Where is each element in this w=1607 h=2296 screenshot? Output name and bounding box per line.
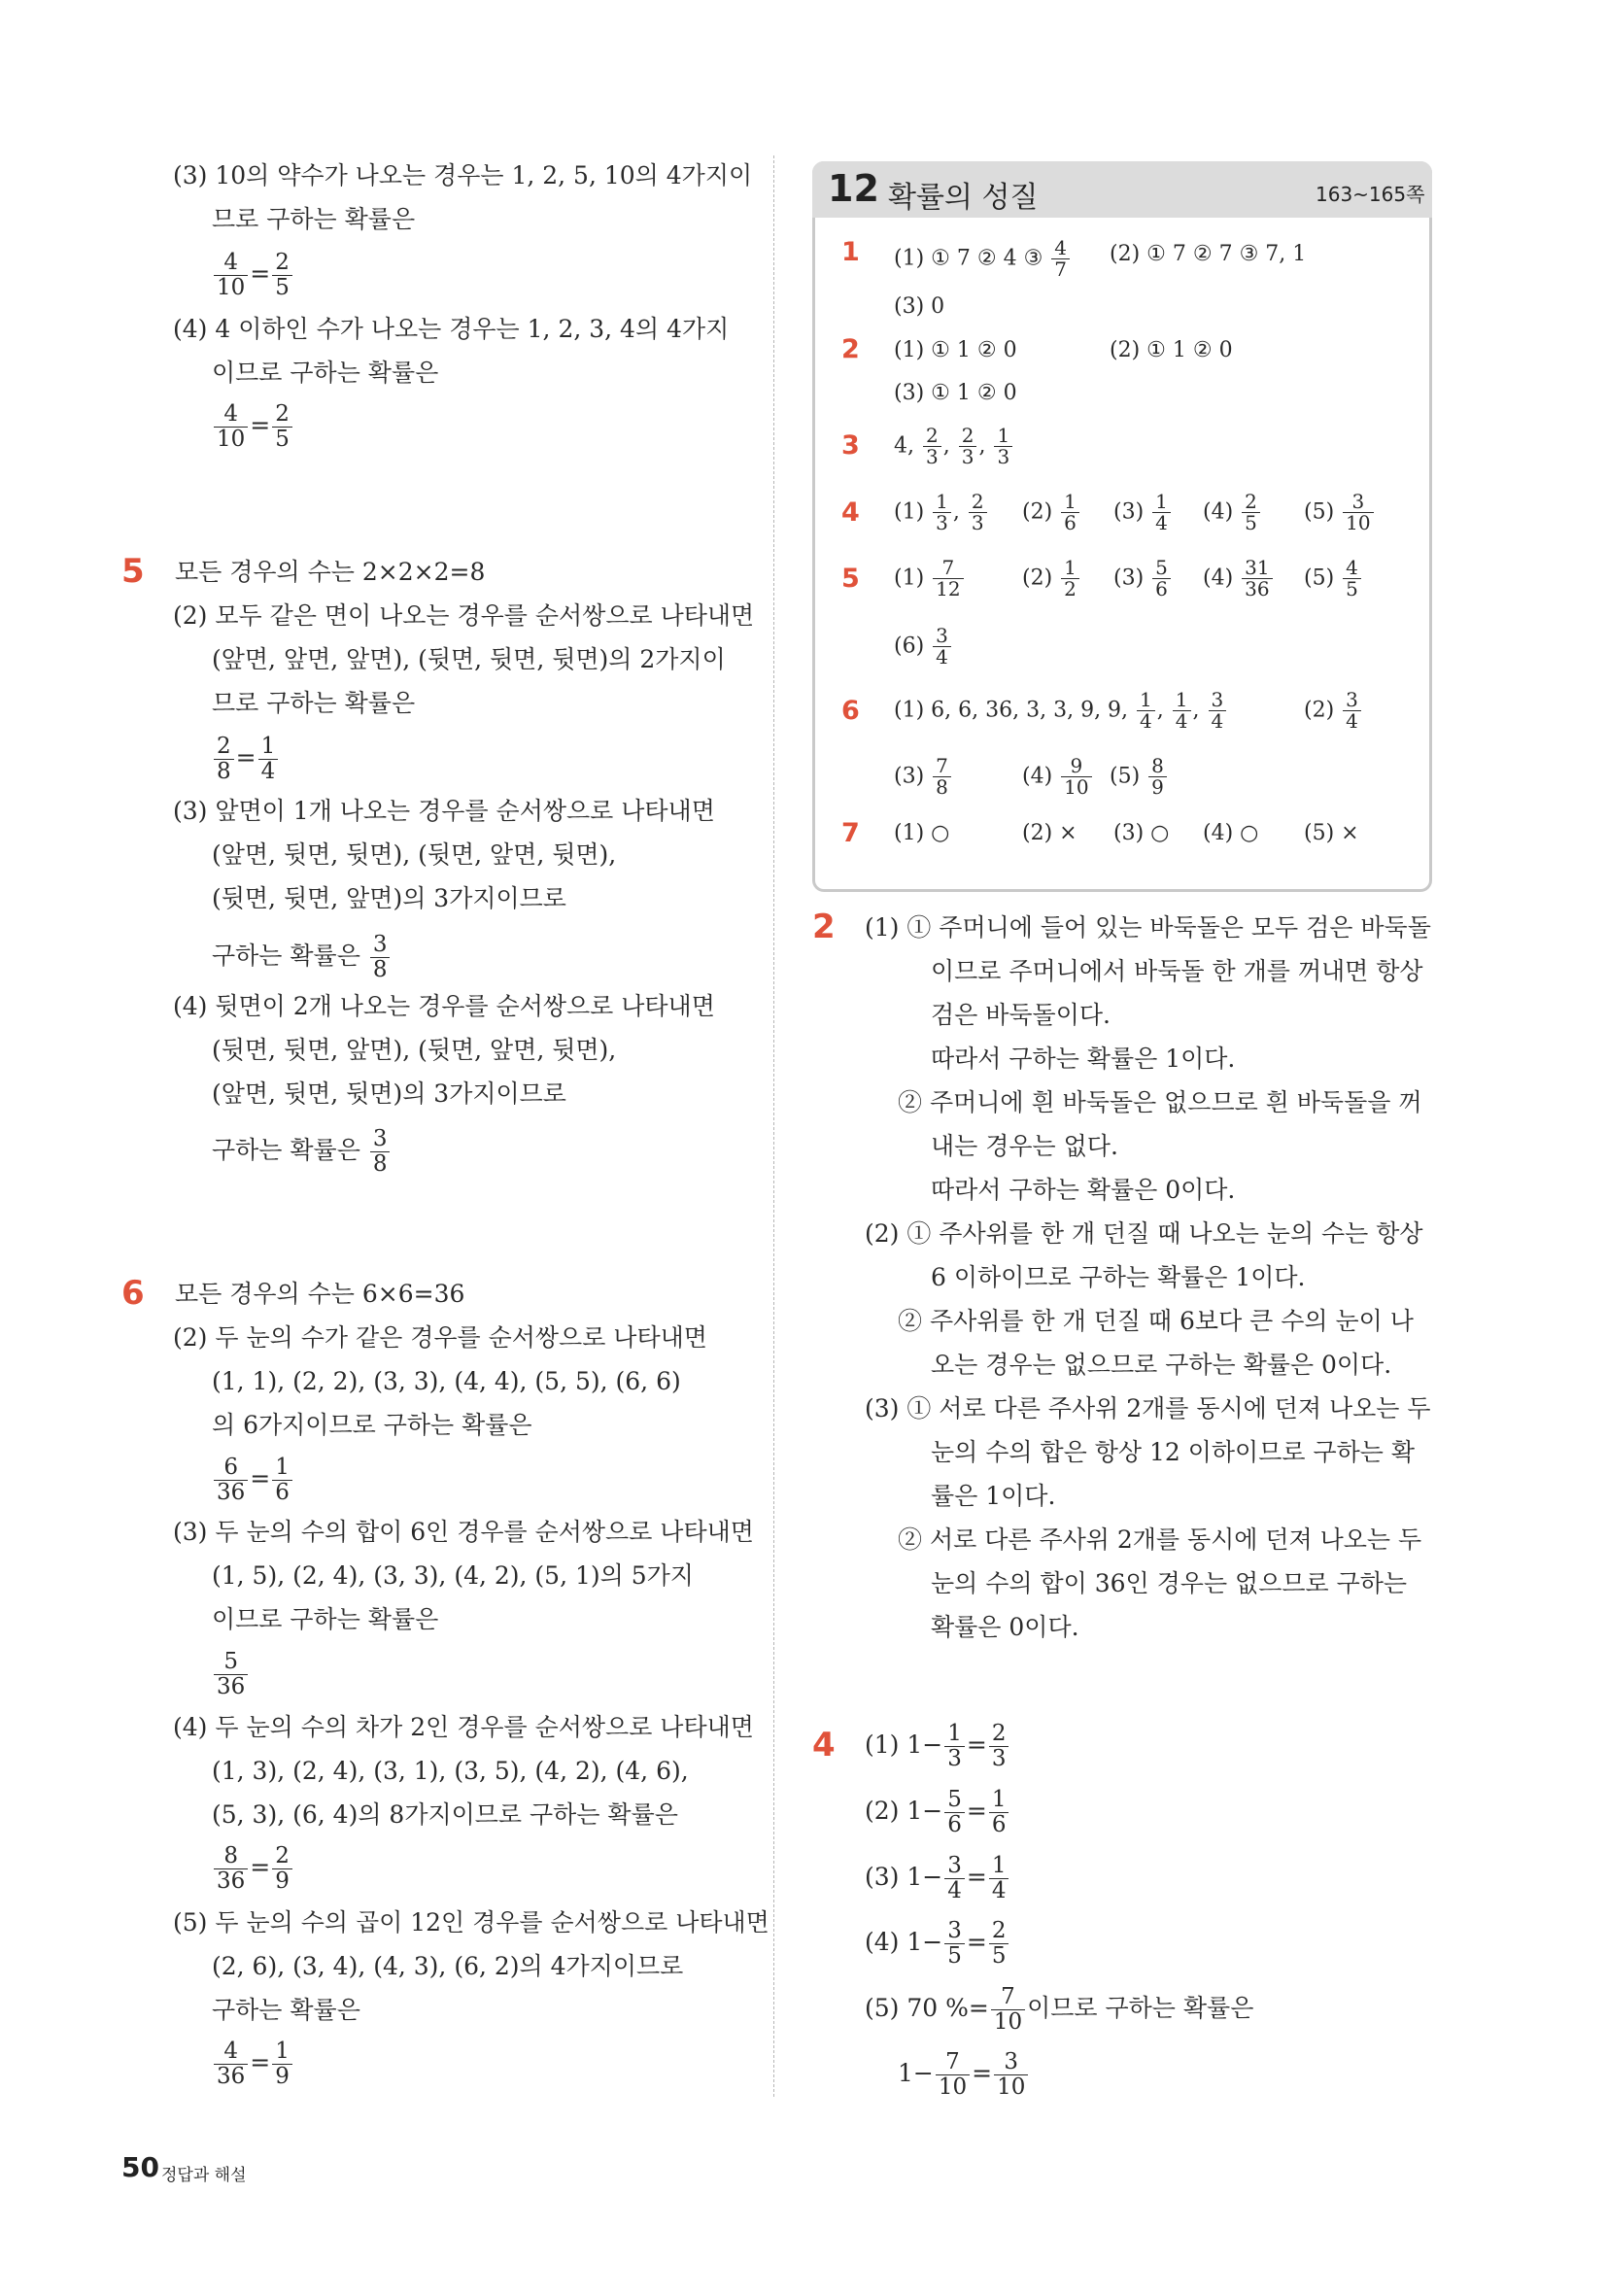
answer-item: (5) $\frac{3}{10}$ xyxy=(1304,492,1376,533)
fraction-equation: $\frac{8}{36}$ = $\frac{2}{9}$ xyxy=(212,1844,294,1894)
answer-item: (1) 6, 6, 36, 3, 3, 9, 9, $\frac{1}{4}$ , $\frac{1}{4}$ , $\frac{3}{4}$ xyxy=(894,690,1228,732)
answer-item: (1) ① 1 ② 0 xyxy=(894,338,1017,362)
text-line: (4) 4 이하인 수가 나오는 경우는 1, 2, 3, 4의 4가지 xyxy=(173,315,730,343)
text-line: 확률은 0이다. xyxy=(931,1613,1079,1641)
page-range: 163~165쪽 xyxy=(1316,183,1425,206)
fraction: $\frac{3}{10}$ xyxy=(994,2050,1028,2100)
column-divider xyxy=(773,155,774,2097)
fraction: $\frac{2}{3}$ xyxy=(923,426,941,467)
fraction: $\frac{3}{4}$ xyxy=(1343,690,1361,732)
fraction-equation: 구하는 확률은 $\frac{3}{8}$ xyxy=(212,1127,392,1177)
fraction-equation: $\frac{6}{36}$ = $\frac{1}{6}$ xyxy=(212,1456,294,1505)
fraction-equation: $\frac{4}{10}$ = $\frac{2}{5}$ xyxy=(212,251,294,300)
answer-item: (3) $\frac{7}{8}$ xyxy=(894,756,953,798)
fraction: $\frac{4}{5}$ xyxy=(1343,558,1361,600)
fraction-equation: (1) 1− $\frac{1}{3}$ = $\frac{2}{3}$ xyxy=(865,1722,1010,1771)
answer-item: (2) × xyxy=(1022,821,1077,845)
text-line: (3) ① 서로 다른 주사위 2개를 동시에 던져 나오는 두 xyxy=(865,1394,1431,1422)
fraction: $\frac{2}{5}$ xyxy=(272,251,292,300)
footer-label: 정답과 해설 xyxy=(161,2166,247,2185)
text-line: (4) 뒷면이 2개 나오는 경우를 순서쌍으로 나타내면 xyxy=(173,992,715,1020)
fraction: $\frac{1}{3}$ xyxy=(944,1722,965,1771)
question-number: 4 xyxy=(812,1726,836,1765)
fraction: $\frac{5}{36}$ xyxy=(214,1650,248,1699)
fraction: $\frac{3}{4}$ xyxy=(1209,690,1227,732)
text-line: (1, 3), (2, 4), (3, 1), (3, 5), (4, 2), (4, 6), xyxy=(212,1757,689,1785)
answer-item: (4) ○ xyxy=(1203,821,1259,845)
fraction: $\frac{9}{10}$ xyxy=(1061,756,1091,798)
fraction-equation: (4) 1− $\frac{3}{5}$ = $\frac{2}{5}$ xyxy=(865,1919,1010,1969)
text-line: 내는 경우는 없다. xyxy=(931,1132,1118,1160)
text-line: (4) 두 눈의 수의 차가 2인 경우를 순서쌍으로 나타내면 xyxy=(173,1713,754,1741)
text-line: (2) ① 주사위를 한 개 던질 때 나오는 눈의 수는 항상 xyxy=(865,1219,1423,1248)
fraction-equation: (3) 1− $\frac{3}{4}$ = $\frac{1}{4}$ xyxy=(865,1854,1010,1903)
fraction: $\frac{1}{4}$ xyxy=(1152,492,1171,533)
text-line: 따라서 구하는 확률은 0이다. xyxy=(931,1176,1236,1204)
text-line: (뒷면, 뒷면, 앞면)의 3가지이므로 xyxy=(212,884,566,912)
text-line: (2, 6), (3, 4), (4, 3), (6, 2)의 4가지이므로 xyxy=(212,1952,684,1980)
fraction: $\frac{1}{2}$ xyxy=(1061,558,1079,600)
fraction: $\frac{1}{3}$ xyxy=(994,426,1012,467)
answer-number: 6 xyxy=(841,696,860,726)
answer-item: (1) ① 7 ② 4 ③ $\frac{4}{7}$ xyxy=(894,238,1072,280)
text-line: (3) 10의 약수가 나오는 경우는 1, 2, 5, 10의 4가지이 xyxy=(173,161,753,189)
answer-number: 4 xyxy=(841,497,860,528)
answer-item: (2) $\frac{1}{6}$ xyxy=(1022,492,1081,533)
fraction: $\frac{3}{4}$ xyxy=(944,1854,965,1903)
question-number: 5 xyxy=(121,552,145,591)
answer-item: (5) $\frac{8}{9}$ xyxy=(1110,756,1169,798)
text-line: 구하는 확률은 xyxy=(212,1996,360,2024)
fraction: $\frac{1}{3}$ xyxy=(933,492,951,533)
fraction: $\frac{4}{36}$ xyxy=(214,2039,248,2089)
fraction: $\frac{2}{3}$ xyxy=(959,426,977,467)
fraction-equation: $\frac{4}{36}$ = $\frac{1}{9}$ xyxy=(212,2039,294,2089)
text-line: ② 주머니에 흰 바둑돌은 없으므로 흰 바둑돌을 꺼 xyxy=(898,1088,1422,1116)
fraction: $\frac{4}{10}$ xyxy=(214,251,248,300)
text-line: 오는 경우는 없으므로 구하는 확률은 0이다. xyxy=(931,1351,1392,1379)
fraction: $\frac{7}{10}$ xyxy=(991,1985,1025,2035)
text-line: (2) 두 눈의 수가 같은 경우를 순서쌍으로 나타내면 xyxy=(173,1323,707,1352)
answer-number: 3 xyxy=(841,430,860,461)
text-line: (5) 두 눈의 수의 곱이 12인 경우를 순서쌍으로 나타내면 xyxy=(173,1908,769,1936)
fraction: $\frac{3}{5}$ xyxy=(944,1919,965,1969)
answer-item: (1) ○ xyxy=(894,821,950,845)
text-line: (앞면, 앞면, 앞면), (뒷면, 뒷면, 뒷면)의 2가지이 xyxy=(212,645,726,673)
question-number: 6 xyxy=(121,1274,145,1313)
fraction: $\frac{3}{8}$ xyxy=(370,1127,391,1177)
answer-number: 1 xyxy=(841,237,860,267)
fraction-equation xyxy=(212,1650,250,1699)
answer-item: (2) ① 7 ② 7 ③ 7, 1 xyxy=(1110,242,1307,266)
answer-item: 4, $\frac{2}{3}$ , $\frac{2}{3}$ , $\frac{1}{3}$ xyxy=(894,426,1014,467)
fraction: $\frac{2}{3}$ xyxy=(989,1722,1009,1771)
text-line: (5, 3), (6, 4)의 8가지이므로 구하는 확률은 xyxy=(212,1800,678,1829)
answer-item: (2) $\frac{3}{4}$ xyxy=(1304,690,1363,732)
answer-item: (2) $\frac{1}{2}$ xyxy=(1022,558,1081,600)
answer-item: (4) $\frac{2}{5}$ xyxy=(1203,492,1262,533)
fraction-equation: $\frac{2}{8}$ = $\frac{1}{4}$ xyxy=(212,735,280,784)
fraction: $\frac{5}{6}$ xyxy=(944,1788,965,1837)
fraction: $\frac{2}{9}$ xyxy=(272,1844,292,1894)
answer-item: (3) 0 xyxy=(894,294,945,319)
fraction: $\frac{8}{36}$ xyxy=(214,1844,248,1894)
question-number: 2 xyxy=(812,908,836,946)
fraction: $\frac{1}{4}$ xyxy=(1137,690,1155,732)
fraction: $\frac{4}{10}$ xyxy=(214,402,248,452)
text-line: (3) 앞면이 1개 나오는 경우를 순서쌍으로 나타내면 xyxy=(173,797,715,825)
text-line: (앞면, 뒷면, 뒷면), (뒷면, 앞면, 뒷면), xyxy=(212,840,617,869)
fraction: $\frac{2}{5}$ xyxy=(1242,492,1260,533)
answer-item: (6) $\frac{3}{4}$ xyxy=(894,626,953,668)
text-line: (3) 두 눈의 수의 합이 6인 경우를 순서쌍으로 나타내면 xyxy=(173,1518,754,1546)
section-number: 12 xyxy=(828,167,879,210)
answer-item: (5) × xyxy=(1304,821,1359,845)
fraction: $\frac{1}{6}$ xyxy=(272,1456,292,1505)
text-line: (앞면, 뒷면, 뒷면)의 3가지이므로 xyxy=(212,1079,566,1108)
fraction: $\frac{3}{10}$ xyxy=(1343,492,1373,533)
text-line: 므로 구하는 확률은 xyxy=(212,689,416,717)
text-line: (1, 1), (2, 2), (3, 3), (4, 4), (5, 5), (6, 6) xyxy=(212,1367,681,1395)
fraction-equation: $\frac{4}{10}$ = $\frac{2}{5}$ xyxy=(212,402,294,452)
answer-item: (3) ① 1 ② 0 xyxy=(894,381,1017,405)
fraction: $\frac{8}{9}$ xyxy=(1148,756,1167,798)
text-line: 눈의 수의 합이 36인 경우는 없으므로 구하는 xyxy=(931,1569,1408,1597)
fraction: $\frac{4}{7}$ xyxy=(1051,238,1070,280)
text-line: 의 6가지이므로 구하는 확률은 xyxy=(212,1411,532,1439)
fraction: $\frac{31}{36}$ xyxy=(1242,558,1272,600)
fraction: $\frac{1}{6}$ xyxy=(989,1788,1009,1837)
answer-item: (1) $\frac{1}{3}$ , $\frac{2}{3}$ xyxy=(894,492,989,533)
fraction: $\frac{7}{8}$ xyxy=(933,756,951,798)
fraction-equation: (5) 70 %= $\frac{7}{10}$ 이므로 구하는 확률은 xyxy=(865,1984,1254,2035)
fraction-equation: 구하는 확률은 $\frac{3}{8}$ xyxy=(212,933,392,982)
answer-item: (5) $\frac{4}{5}$ xyxy=(1304,558,1363,600)
fraction: $\frac{1}{4}$ xyxy=(1173,690,1191,732)
answer-number: 7 xyxy=(841,818,860,848)
answer-item: (3) $\frac{5}{6}$ xyxy=(1113,558,1173,600)
answer-item: (4) $\frac{9}{10}$ xyxy=(1022,756,1094,798)
text-line: 므로 구하는 확률은 xyxy=(212,205,416,233)
text-line: 이므로 주머니에서 바둑돌 한 개를 꺼내면 항상 xyxy=(931,957,1423,985)
fraction: $\frac{3}{4}$ xyxy=(933,626,951,668)
fraction: $\frac{2}{3}$ xyxy=(969,492,987,533)
fraction: $\frac{1}{6}$ xyxy=(1061,492,1079,533)
answer-number: 2 xyxy=(841,334,860,364)
fraction: $\frac{2}{5}$ xyxy=(272,402,292,452)
text-line: (2) 모두 같은 면이 나오는 경우를 순서쌍으로 나타내면 xyxy=(173,601,755,630)
text-line: (뒷면, 뒷면, 앞면), (뒷면, 앞면, 뒷면), xyxy=(212,1036,617,1064)
text-line: 6 이하이므로 구하는 확률은 1이다. xyxy=(931,1263,1306,1291)
answer-item: (1) $\frac{7}{12}$ xyxy=(894,558,966,600)
text-line: ② 주사위를 한 개 던질 때 6보다 큰 수의 눈이 나 xyxy=(898,1307,1414,1335)
fraction: $\frac{1}{9}$ xyxy=(272,2039,292,2089)
fraction: $\frac{5}{6}$ xyxy=(1152,558,1171,600)
fraction: $\frac{3}{8}$ xyxy=(370,933,391,982)
fraction: $\frac{7}{10}$ xyxy=(936,2050,970,2100)
section-title: 확률의 성질 xyxy=(888,181,1039,215)
text-line: 률은 1이다. xyxy=(931,1482,1056,1510)
page-number: 50 xyxy=(121,2151,159,2183)
fraction-equation: (2) 1− $\frac{5}{6}$ = $\frac{1}{6}$ xyxy=(865,1788,1010,1837)
fraction: $\frac{2}{8}$ xyxy=(214,735,234,784)
text-line: ② 서로 다른 주사위 2개를 동시에 던져 나오는 두 xyxy=(898,1525,1422,1554)
text-line: (1, 5), (2, 4), (3, 3), (4, 2), (5, 1)의 5가지 xyxy=(212,1561,694,1590)
text-line: 검은 바둑돌이다. xyxy=(931,1001,1111,1029)
text-line: 모든 경우의 수는 6×6=36 xyxy=(175,1280,465,1308)
text-line: 이므로 구하는 확률은 xyxy=(212,1605,439,1633)
fraction-equation: 1− $\frac{7}{10}$ = $\frac{3}{10}$ xyxy=(898,2050,1030,2100)
fraction: $\frac{7}{12}$ xyxy=(933,558,963,600)
answer-item: (4) $\frac{31}{36}$ xyxy=(1203,558,1275,600)
text-line: 따라서 구하는 확률은 1이다. xyxy=(931,1045,1236,1073)
answer-number: 5 xyxy=(841,564,860,594)
fraction: $\frac{6}{36}$ xyxy=(214,1456,248,1505)
answer-item: (2) ① 1 ② 0 xyxy=(1110,338,1233,362)
fraction: $\frac{1}{4}$ xyxy=(989,1854,1009,1903)
fraction: $\frac{2}{5}$ xyxy=(989,1919,1009,1969)
text-line: 모든 경우의 수는 2×2×2=8 xyxy=(175,558,486,586)
text-line: 이므로 구하는 확률은 xyxy=(212,359,439,387)
text-line: 눈의 수의 합은 항상 12 이하이므로 구하는 확 xyxy=(931,1438,1415,1466)
answer-item: (3) $\frac{1}{4}$ xyxy=(1113,492,1173,533)
answer-item: (3) ○ xyxy=(1113,821,1170,845)
text-line: (1) ① 주머니에 들어 있는 바둑돌은 모두 검은 바둑돌 xyxy=(865,913,1431,942)
fraction: $\frac{1}{4}$ xyxy=(258,735,279,784)
